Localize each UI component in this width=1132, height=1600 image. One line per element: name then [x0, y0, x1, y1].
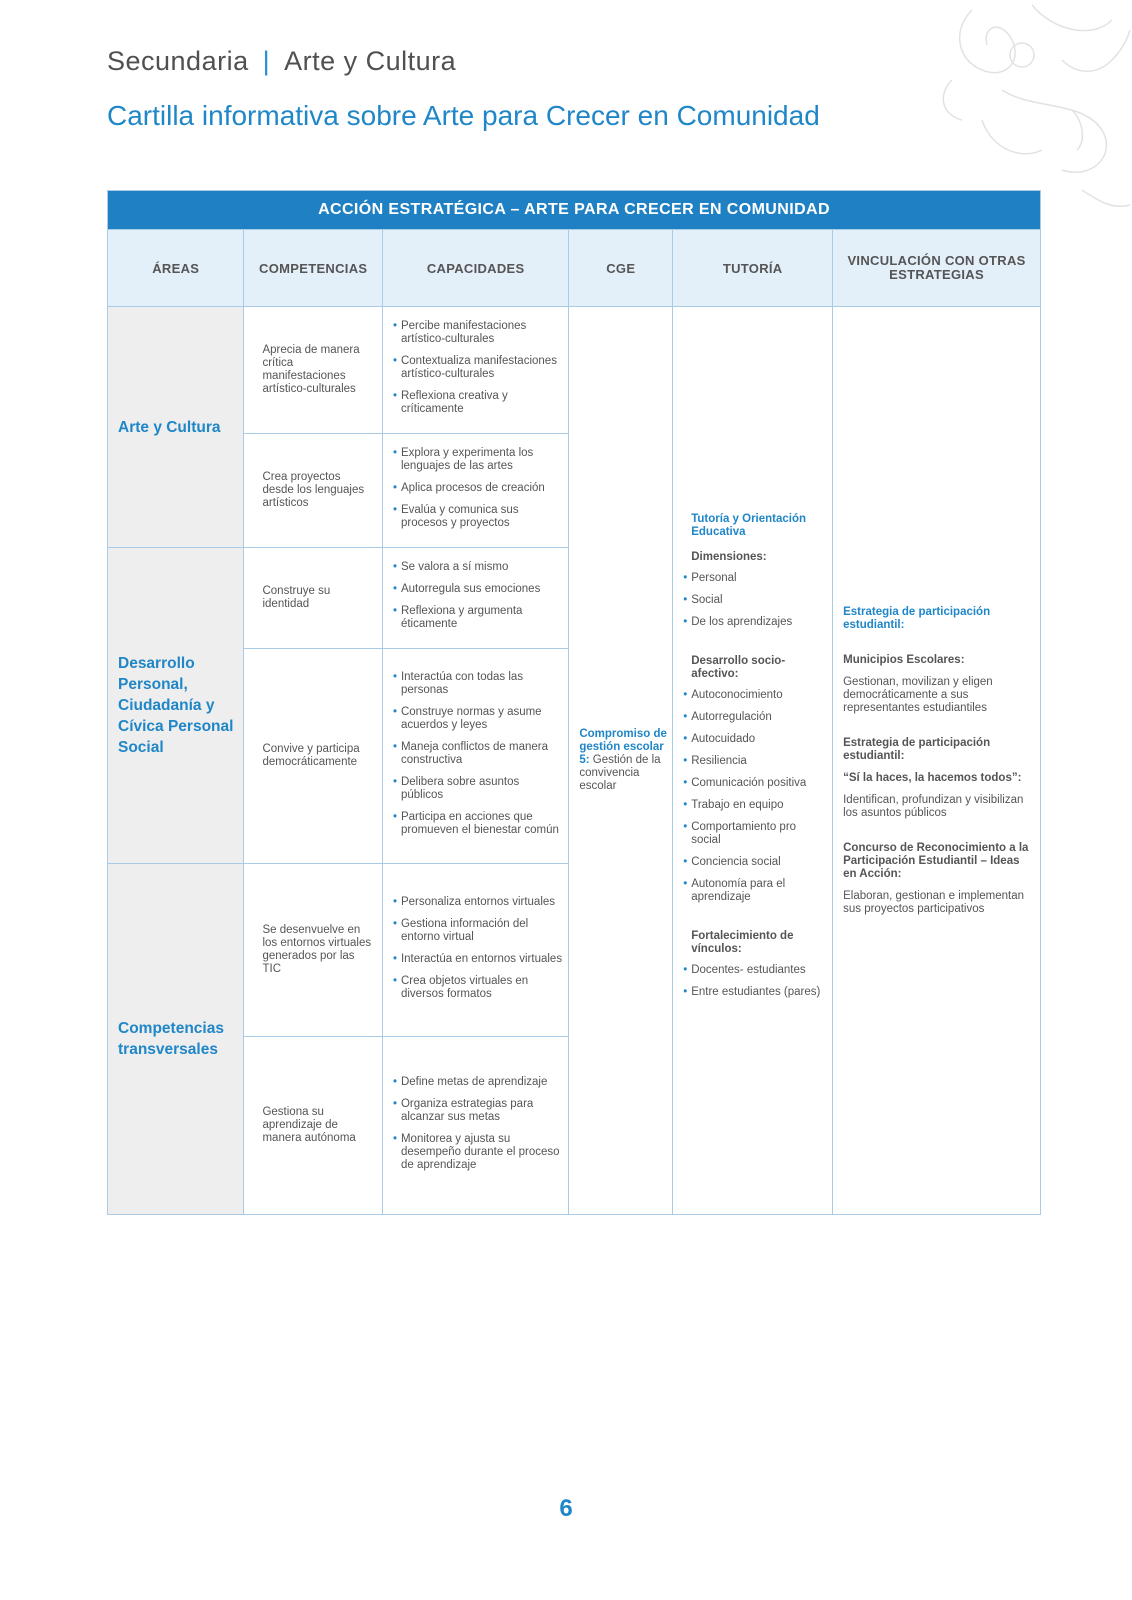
col-header-tutoria: TUTORÍA: [673, 230, 833, 307]
capacidad-item: • Interactúa en entornos virtuales: [393, 953, 562, 966]
tutoria-item: • Personal: [683, 572, 826, 585]
vinculacion-heading: “Sí la haces, la hacemos todos”:: [843, 771, 1022, 784]
tutoria-title: Tutoría y Orientación Educativa: [691, 513, 807, 538]
level-label: Secundaria: [107, 46, 249, 76]
section-header: [107, 46, 456, 77]
tutoria-item: • De los aprendizajes: [683, 616, 826, 629]
capacidad-item: • Percibe manifestaciones artístico-culturales: [393, 320, 562, 346]
capacidades-cell: [382, 548, 568, 649]
capacidad-item: • Construye normas y asume acuerdos y leyes: [393, 706, 562, 732]
vinculacion-cell: [833, 307, 1041, 1215]
capacidad-item: • Reflexiona creativa y críticamente: [393, 390, 562, 416]
capacidades-cell: [382, 864, 568, 1037]
col-header-capacidades: CAPACIDADES: [382, 230, 568, 307]
tutoria-item: • Autocuidado: [683, 733, 826, 746]
area-arte-cultura: Arte y Cultura: [108, 307, 244, 548]
tutoria-item: • Social: [683, 594, 826, 607]
document-title: Cartilla informativa sobre Arte para Crecer en Comunidad: [107, 100, 820, 131]
competencia-cell: Aprecia de manera crítica manifestaciones artístico-culturales: [244, 307, 383, 434]
capacidad-item: • Reflexiona y argumenta éticamente: [393, 605, 562, 631]
cge-bold: Compromiso de gestión escolar: [579, 728, 667, 753]
capacidad-item: • Contextualiza manifestaciones artístico-culturales: [393, 355, 562, 381]
cge-cell: [569, 307, 673, 1215]
competencia-cell: Se desenvuelve en los entornos virtuales generados por las TIC: [244, 864, 383, 1037]
tutoria-heading: Dimensiones:: [691, 551, 767, 563]
capacidad-item: • Personaliza entornos virtuales: [393, 896, 562, 909]
area-competencias-transversales: Competencias transversales: [108, 864, 244, 1215]
vinculacion-text: Identifican, profundizan y visibilizan los asuntos públicos: [843, 793, 1024, 819]
capacidad-item: • Participa en acciones que promueven el bienestar común: [393, 811, 562, 837]
tutoria-item: • Comunicación positiva: [683, 777, 826, 790]
vinculacion-heading: Estrategia de participación estudiantil:: [843, 736, 991, 762]
tutoria-heading: Fortalecimiento de vínculos:: [691, 930, 794, 955]
page-number: 6: [559, 1495, 573, 1522]
capacidades-cell: [382, 434, 568, 548]
capacidad-item: • Se valora a sí mismo: [393, 561, 562, 574]
cge-number: 5:: [579, 754, 590, 766]
tutoria-item: • Docentes- estudiantes: [683, 964, 826, 977]
capacidad-item: • Aplica procesos de creación: [393, 482, 562, 495]
competencia-cell: Convive y participa democráticamente: [244, 649, 383, 864]
vinculacion-text: Gestionan, movilizan y eligen democráticamente a sus representantes estudiantiles: [843, 675, 993, 714]
tutoria-cell: [673, 307, 833, 1215]
vinculacion-heading: Concurso de Reconocimiento a la Participación Estudiantil – Ideas en Acción:: [843, 841, 1029, 880]
capacidades-cell: [382, 1037, 568, 1215]
tutoria-item: • Conciencia social: [683, 856, 826, 869]
tutoria-item: • Autonomía para el aprendizaje: [683, 878, 826, 904]
area-desarrollo-personal: Desarrollo Personal, Ciudadanía y Cívica Personal Social: [108, 548, 244, 864]
cge-text: Gestión de la convivencia escolar: [579, 754, 661, 792]
vinculacion-text: Elaboran, gestionan e implementan sus proyectos participativos: [843, 889, 1025, 915]
subject-label: Arte y Cultura: [284, 46, 457, 76]
competencia-cell: Construye su identidad: [244, 548, 383, 649]
capacidad-item: • Autorregula sus emociones: [393, 583, 562, 596]
competencia-cell: Crea proyectos desde los lenguajes artísticos: [244, 434, 383, 548]
tutoria-heading: Desarrollo socio-afectivo:: [691, 655, 786, 680]
capacidad-item: • Monitorea y ajusta su desempeño durante el proceso de aprendizaje: [393, 1133, 562, 1172]
tutoria-item: • Autoconocimiento: [683, 689, 826, 702]
col-header-competencias: COMPETENCIAS: [244, 230, 383, 307]
capacidad-item: • Define metas de aprendizaje: [393, 1076, 562, 1089]
vinculacion-heading: Municipios Escolares:: [843, 653, 965, 666]
tutoria-item: • Trabajo en equipo: [683, 799, 826, 812]
tutoria-item: • Comportamiento pro social: [683, 821, 826, 847]
capacidad-item: • Interactúa con todas las personas: [393, 671, 562, 697]
capacidad-item: • Evalúa y comunica sus procesos y proyectos: [393, 504, 562, 530]
vinculacion-title: Estrategia de participación estudiantil:: [843, 605, 991, 631]
col-header-cge: CGE: [569, 230, 673, 307]
capacidad-item: • Delibera sobre asuntos públicos: [393, 776, 562, 802]
tutoria-item: • Autorregulación: [683, 711, 826, 724]
capacidad-item: • Organiza estrategias para alcanzar sus metas: [393, 1098, 562, 1124]
capacidad-item: • Crea objetos virtuales en diversos formatos: [393, 975, 562, 1001]
table-banner: ACCIÓN ESTRATÉGICA – ARTE PARA CRECER EN COMUNIDAD: [108, 191, 1041, 230]
capacidades-cell: [382, 649, 568, 864]
strategy-table: [107, 190, 1041, 1215]
tutoria-item: • Entre estudiantes (pares): [683, 986, 826, 999]
header-separator: |: [262, 46, 271, 76]
capacidades-cell: [382, 307, 568, 434]
col-header-areas: ÁREAS: [108, 230, 244, 307]
tutoria-item: • Resiliencia: [683, 755, 826, 768]
capacidad-item: • Gestiona información del entorno virtual: [393, 918, 562, 944]
col-header-vinculacion: VINCULACIÓN CON OTRAS ESTRATEGIAS: [833, 230, 1041, 307]
capacidad-item: • Maneja conflictos de manera constructiva: [393, 741, 562, 767]
competencia-cell: Gestiona su aprendizaje de manera autónoma: [244, 1037, 383, 1215]
capacidad-item: • Explora y experimenta los lenguajes de las artes: [393, 447, 562, 473]
